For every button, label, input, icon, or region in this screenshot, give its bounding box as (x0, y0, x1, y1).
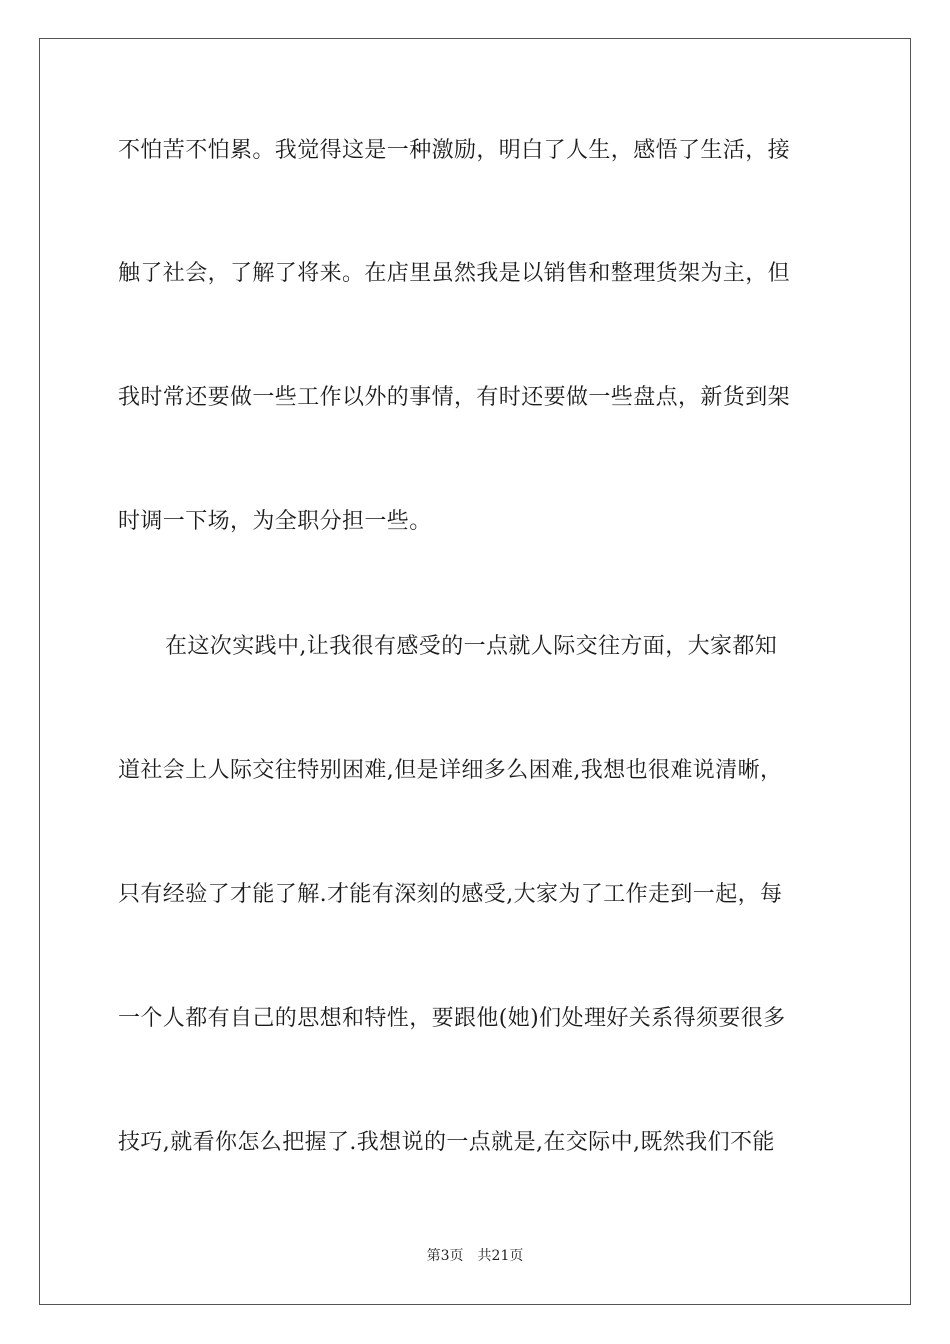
total-pages: 共21页 (477, 1248, 524, 1264)
page-footer (0, 1246, 950, 1266)
text-line-7: 只有经验了才能了解.才能有深刻的感受,大家为了工作走到一起，每 (118, 882, 783, 907)
text-line-6: 道社会上人际交往特别困难,但是详细多么困难,我想也很难说清晰， (118, 758, 783, 783)
text-line-9: 技巧,就看你怎么把握了.我想说的一点就是,在交际中,既然我们不能 (118, 1130, 775, 1155)
text-line-4: 时调一下场，为全职分担一些。 (118, 509, 432, 534)
text-line-2: 触了社会，了解了将来。在店里虽然我是以销售和整理货架为主，但 (118, 261, 791, 286)
page-border (39, 38, 911, 1305)
text-line-1: 不怕苦不怕累。我觉得这是一种激励，明白了人生，感悟了生活，接 (118, 138, 791, 163)
text-line-5: 在这次实践中,让我很有感受的一点就人际交往方面，大家都知 (165, 634, 778, 659)
text-line-8: 一个人都有自己的思想和特性，要跟他(她)们处理好关系得须要很多 (118, 1006, 786, 1031)
text-line-3: 我时常还要做一些工作以外的事情，有时还要做一些盘点，新货到架 (118, 385, 791, 410)
page-number: 第3页 (426, 1248, 464, 1264)
